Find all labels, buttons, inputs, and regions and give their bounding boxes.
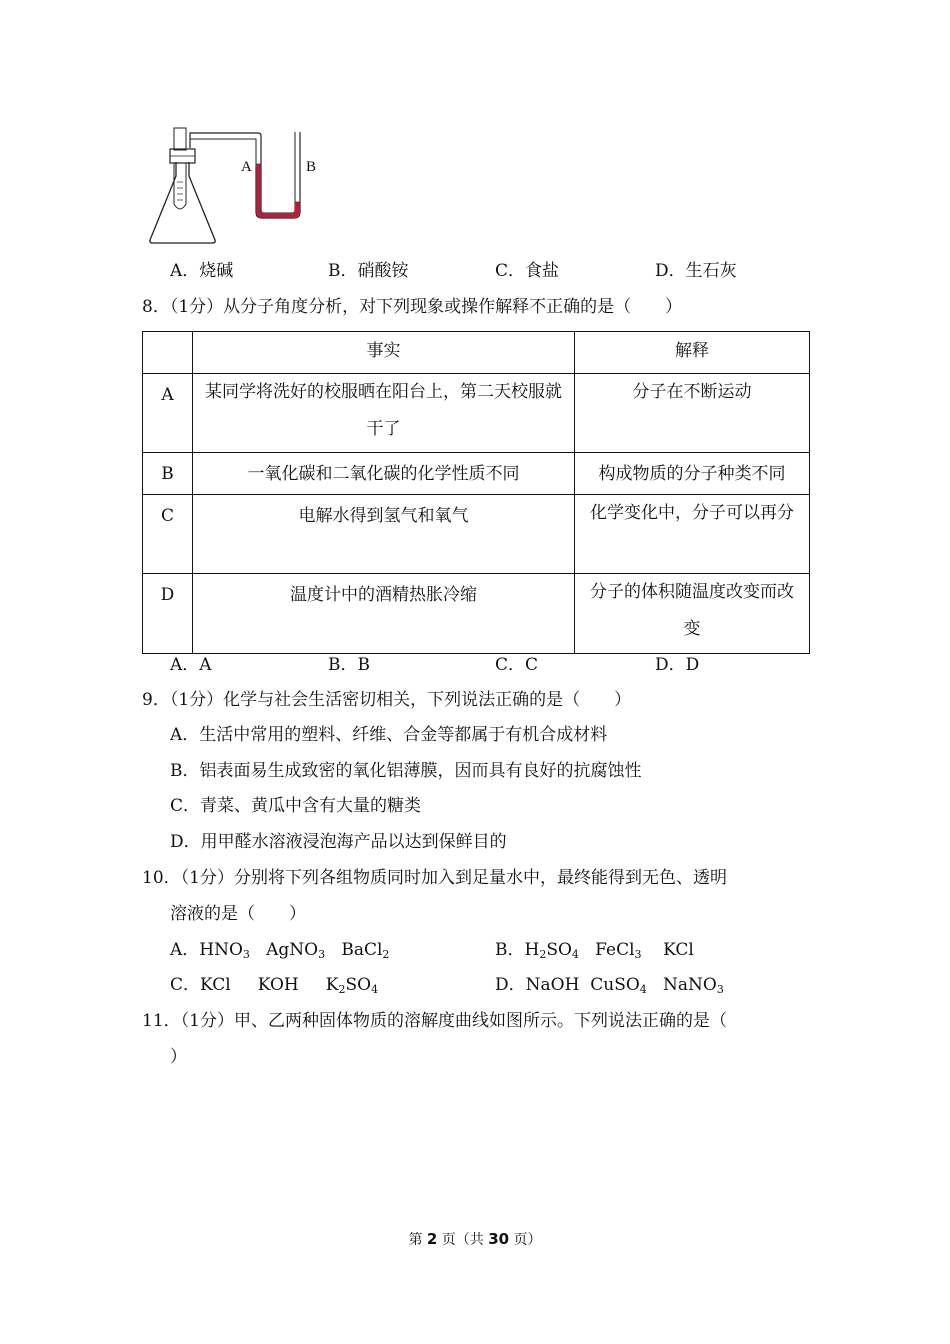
q8-option-a[interactable]: A．A	[170, 655, 212, 675]
q9-option-b[interactable]: B．铝表面易生成致密的氧化铝薄膜，因而具有良好的抗腐蚀性	[170, 761, 642, 781]
row-fact: 某同学将洗好的校服晒在阳台上，第二天校服就干了	[193, 374, 575, 453]
q8-table	[142, 331, 810, 654]
q7-option-a[interactable]: A．烧碱	[170, 261, 234, 281]
row-fact: 电解水得到氢气和氧气	[193, 495, 575, 574]
table-row	[143, 495, 810, 574]
page-number: 2	[426, 1230, 438, 1248]
q9-option-c[interactable]: C．青菜、黄瓜中含有大量的糖类	[170, 796, 422, 816]
q7-option-c[interactable]: C．食盐	[495, 261, 560, 281]
page-total: 30	[488, 1230, 510, 1248]
row-fact: 一氧化碳和二氧化碳的化学性质不同	[193, 453, 575, 495]
apparatus-figure	[140, 122, 330, 248]
row-id: B	[143, 453, 193, 495]
figure-label-b: B	[306, 159, 317, 175]
q10-option-c[interactable]: C．KCl KOH $K_2SO_4$	[170, 975, 379, 996]
row-explain: 构成物质的分子种类不同	[575, 453, 810, 495]
table-header-explain: 解释	[575, 332, 810, 374]
q10-option-a[interactable]: A．$HNO_3$ AgNO$_3$ BaCl$_2$	[170, 940, 390, 961]
q8-option-b[interactable]: B．B	[328, 655, 370, 675]
q10-stem-line1: 10．（1分）分别将下列各组物质同时加入到足量水中，最终能得到无色、透明	[142, 868, 727, 888]
table-header-fact: 事实	[193, 332, 575, 374]
table-row	[143, 374, 810, 453]
row-explain: 化学变化中，分子可以再分	[575, 495, 810, 574]
q8-option-d[interactable]: D．D	[655, 655, 700, 675]
q8-option-c[interactable]: C．C	[495, 655, 539, 675]
row-id: A	[143, 374, 193, 453]
q9-stem: 9．（1分）化学与社会生活密切相关，下列说法正确的是（ ）	[142, 690, 632, 710]
q10-option-d[interactable]: D．NaOH CuSO$_4$ NaNO$_3$	[495, 975, 724, 996]
page-footer: 第 2 页（共 30 页）	[408, 1230, 542, 1248]
figure-label-a: A	[241, 159, 252, 175]
q10-stem-line2: 溶液的是（ ）	[170, 904, 306, 924]
q9-option-a[interactable]: A．生活中常用的塑料、纤维、合金等都属于有机合成材料	[170, 725, 608, 745]
row-id: C	[143, 495, 193, 574]
table-header-blank	[143, 332, 193, 374]
q8-stem: 8．（1分）从分子角度分析，对下列现象或操作解释不正确的是（ ）	[142, 297, 683, 317]
table-header-row	[143, 332, 810, 374]
row-explain: 分子的体积随温度改变而改变	[575, 574, 810, 654]
q10-option-b[interactable]: B．$H_2SO_4$ FeCl$_3$ KCl	[495, 940, 694, 961]
q7-option-d[interactable]: D．生石灰	[655, 261, 737, 281]
q11-stem-line2: ）	[170, 1047, 187, 1067]
q11-stem-line1: 11．（1分）甲、乙两种固体物质的溶解度曲线如图所示。下列说法正确的是（	[142, 1011, 727, 1031]
row-fact: 温度计中的酒精热胀冷缩	[193, 574, 575, 654]
row-id: D	[143, 574, 193, 654]
table-row	[143, 574, 810, 654]
q7-option-b[interactable]: B．硝酸铵	[328, 261, 409, 281]
table-row	[143, 453, 810, 495]
q9-option-d[interactable]: D．用甲醛水溶液浸泡海产品以达到保鲜目的	[170, 832, 507, 852]
row-explain: 分子在不断运动	[575, 374, 810, 453]
